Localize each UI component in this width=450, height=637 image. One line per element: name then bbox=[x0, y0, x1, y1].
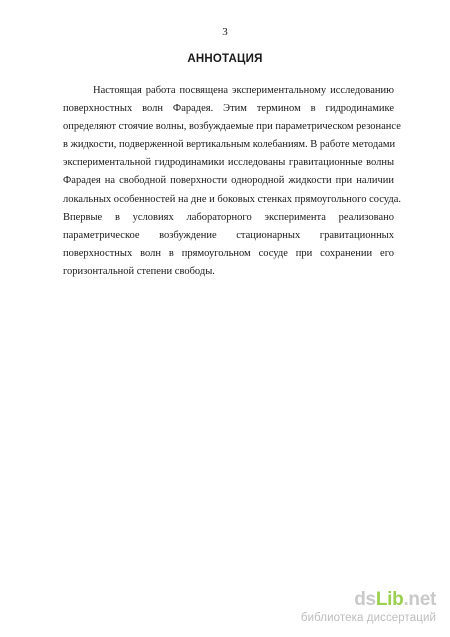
annotation-title: АННОТАЦИЯ bbox=[187, 53, 263, 65]
paragraph-line: горизонтальной степени свободы. bbox=[63, 265, 215, 277]
paragraph-line: параметрическое возбуждение стационарных гравитационных bbox=[63, 229, 394, 241]
watermark-logo-lib: Lib bbox=[375, 589, 404, 610]
paragraph-line: определяют стоячие волны, возбуждаемые при параметрическом резонансе bbox=[63, 121, 401, 133]
paragraph-line: локальных особенностей на дне и боковых стенках прямоугольного сосуда. bbox=[63, 193, 401, 205]
paragraph-line: Впервые в условиях лабораторного эксперимента реализовано bbox=[63, 211, 394, 223]
watermark-logo-net: .net bbox=[403, 589, 436, 610]
paragraph-line: в жидкости, подверженной вертикальным колебаниям. В работе методами bbox=[63, 139, 396, 151]
watermark-logo bbox=[276, 589, 436, 611]
paragraph-line: Фарадея на свободной поверхности однородной жидкости при наличии bbox=[63, 175, 394, 187]
watermark-logo-ds: ds bbox=[354, 589, 376, 610]
watermark-subtitle: библиотека диссертаций bbox=[300, 612, 436, 624]
dslib-watermark bbox=[276, 589, 436, 629]
paragraph-line: Настоящая работа посвящена экспериментальному исследованию bbox=[93, 85, 394, 96]
annotation-paragraph bbox=[63, 82, 401, 281]
paragraph-line: поверхностных волн в прямоугольном сосуде при сохранении его bbox=[63, 247, 394, 259]
paragraph-line: поверхностных волн Фарадея. Этим термином в гидродинамике bbox=[63, 103, 394, 115]
page-number: 3 bbox=[222, 26, 228, 38]
paragraph-line: экспериментальной гидродинамики исследованы гравитационные волны bbox=[63, 157, 394, 169]
